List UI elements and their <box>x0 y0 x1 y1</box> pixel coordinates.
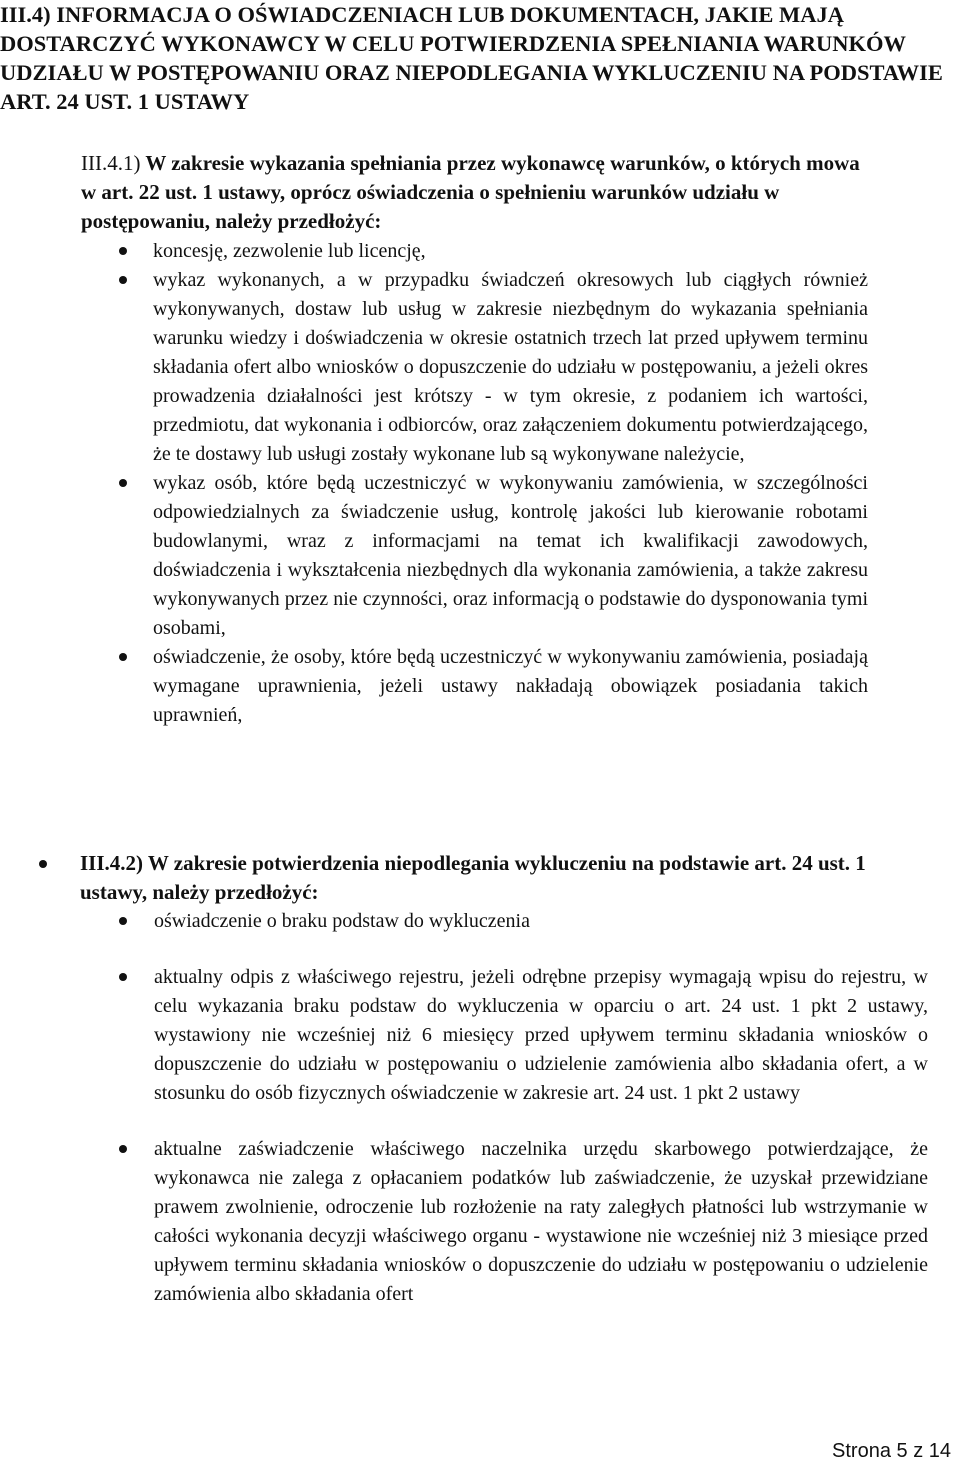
list-item: wykaz wykonanych, a w przypadku świadczeń okresowych lub ciągłych również wykonywanych, dostaw lub usług w zakresie niezbędnym do wykazania spełniania warunku wiedzy i doświadczenia w okresie ostatnich trzech lat przed upływem terminu składania ofert albo wniosków o dopuszczenie do udziału w postępowaniu, a jeżeli okres prowadzenia działalności jest krótszy - w tym okresie, z podaniem ich wartości, przedmiotu, dat wykonania i odbiorców, oraz załączeniem dokumentu potwierdzającego, że te dostawy lub usługi zostały wykonane lub są wykonywane należycie, <box>113 266 868 469</box>
bullet-icon <box>39 860 47 868</box>
section2-title <box>80 849 930 907</box>
list-item: oświadczenie o braku podstaw do wykluczenia <box>113 907 928 936</box>
bullet-icon <box>119 1145 127 1153</box>
page-number: Strona 5 z 14 <box>832 1440 951 1462</box>
section1-label: III.4.1) <box>81 151 141 175</box>
list-item: aktualne zaświadczenie właściwego naczelnika urzędu skarbowego potwierdzające, że wykonawca nie zalega z opłacaniem podatków lub zaświadczenie, że uzyskał przewidziane prawem zwolnienie, odroczenie lub rozłożenie na raty zaległych płatności lub wstrzymanie w całości wykonania decyzji właściwego organu - wystawione nie wcześniej niż 3 miesiące przed upływem terminu składania wniosków o dopuszczenie do udziału w postępowaniu o udzielenie zamówienia albo składania ofert <box>113 1135 928 1309</box>
section2-list <box>113 907 928 1309</box>
list-item: wykaz osób, które będą uczestniczyć w wykonywaniu zamówienia, w szczególności odpowiedzialnych za świadczenie usług, kontrolę jakości lub kierowanie robotami budowlanymi, wraz z informacjami na temat ich kwalifikacji zawodowych, doświadczenia i wykształcenia niezbędnych dla wykonania zamówienia, a także zakresu wykonywanych przez nie czynności, oraz informacją o podstawie do dysponowania tymi osobami, <box>113 469 868 643</box>
section2 <box>35 849 935 907</box>
bullet-icon <box>119 973 127 981</box>
section1-title <box>81 149 871 236</box>
section1-text: W zakresie wykazania spełniania przez wykonawcę warunków, o których mowa w art. 22 ust. 1 ustawy, oprócz oświadczenia o spełnieniu warunków udziału w postępowaniu, należy przedłożyć: <box>81 151 860 233</box>
bullet-icon <box>119 247 127 255</box>
list-item: koncesję, zezwolenie lub licencję, <box>113 237 868 266</box>
list-item: oświadczenie, że osoby, które będą uczestniczyć w wykonywaniu zamówienia, posiadają wymagane uprawnienia, jeżeli ustawy nakładają obowiązek posiadania takich uprawnień, <box>113 643 868 730</box>
list-item: aktualny odpis z właściwego rejestru, jeżeli odrębne przepisy wymagają wpisu do rejestru, w celu wykazania braku podstaw do wykluczenia w oparciu o art. 24 ust. 1 pkt 2 ustawy, wystawiony nie wcześniej niż 6 miesięcy przed upływem terminu składania wniosków o dopuszczenie do udziału w postępowaniu o udzielenie zamówienia albo składania ofert, a w stosunku do osób fizycznych oświadczenie w zakresie art. 24 ust. 1 pkt 2 ustawy <box>113 963 928 1108</box>
bullet-icon <box>119 653 127 661</box>
bullet-icon <box>119 917 127 925</box>
section2-text: W zakresie potwierdzenia niepodlegania wykluczeniu na podstawie art. 24 ust. 1 ustawy, należy przedłożyć: <box>80 851 866 904</box>
bullet-icon <box>119 276 127 284</box>
section2-label: III.4.2) <box>80 851 144 875</box>
section1-list <box>113 237 868 730</box>
section-heading: III.4) INFORMACJA O OŚWIADCZENIACH LUB DOKUMENTACH, JAKIE MAJĄ DOSTARCZYĆ WYKONAWCY W CELU POTWIERDZENIA SPEŁNIANIA WARUNKÓW UDZIAŁU W POSTĘPOWANIU ORAZ NIEPODLEGANIA WYKLUCZENIU NA PODSTAWIE ART. 24 UST. 1 USTAWY <box>0 2 943 114</box>
bullet-icon <box>119 479 127 487</box>
